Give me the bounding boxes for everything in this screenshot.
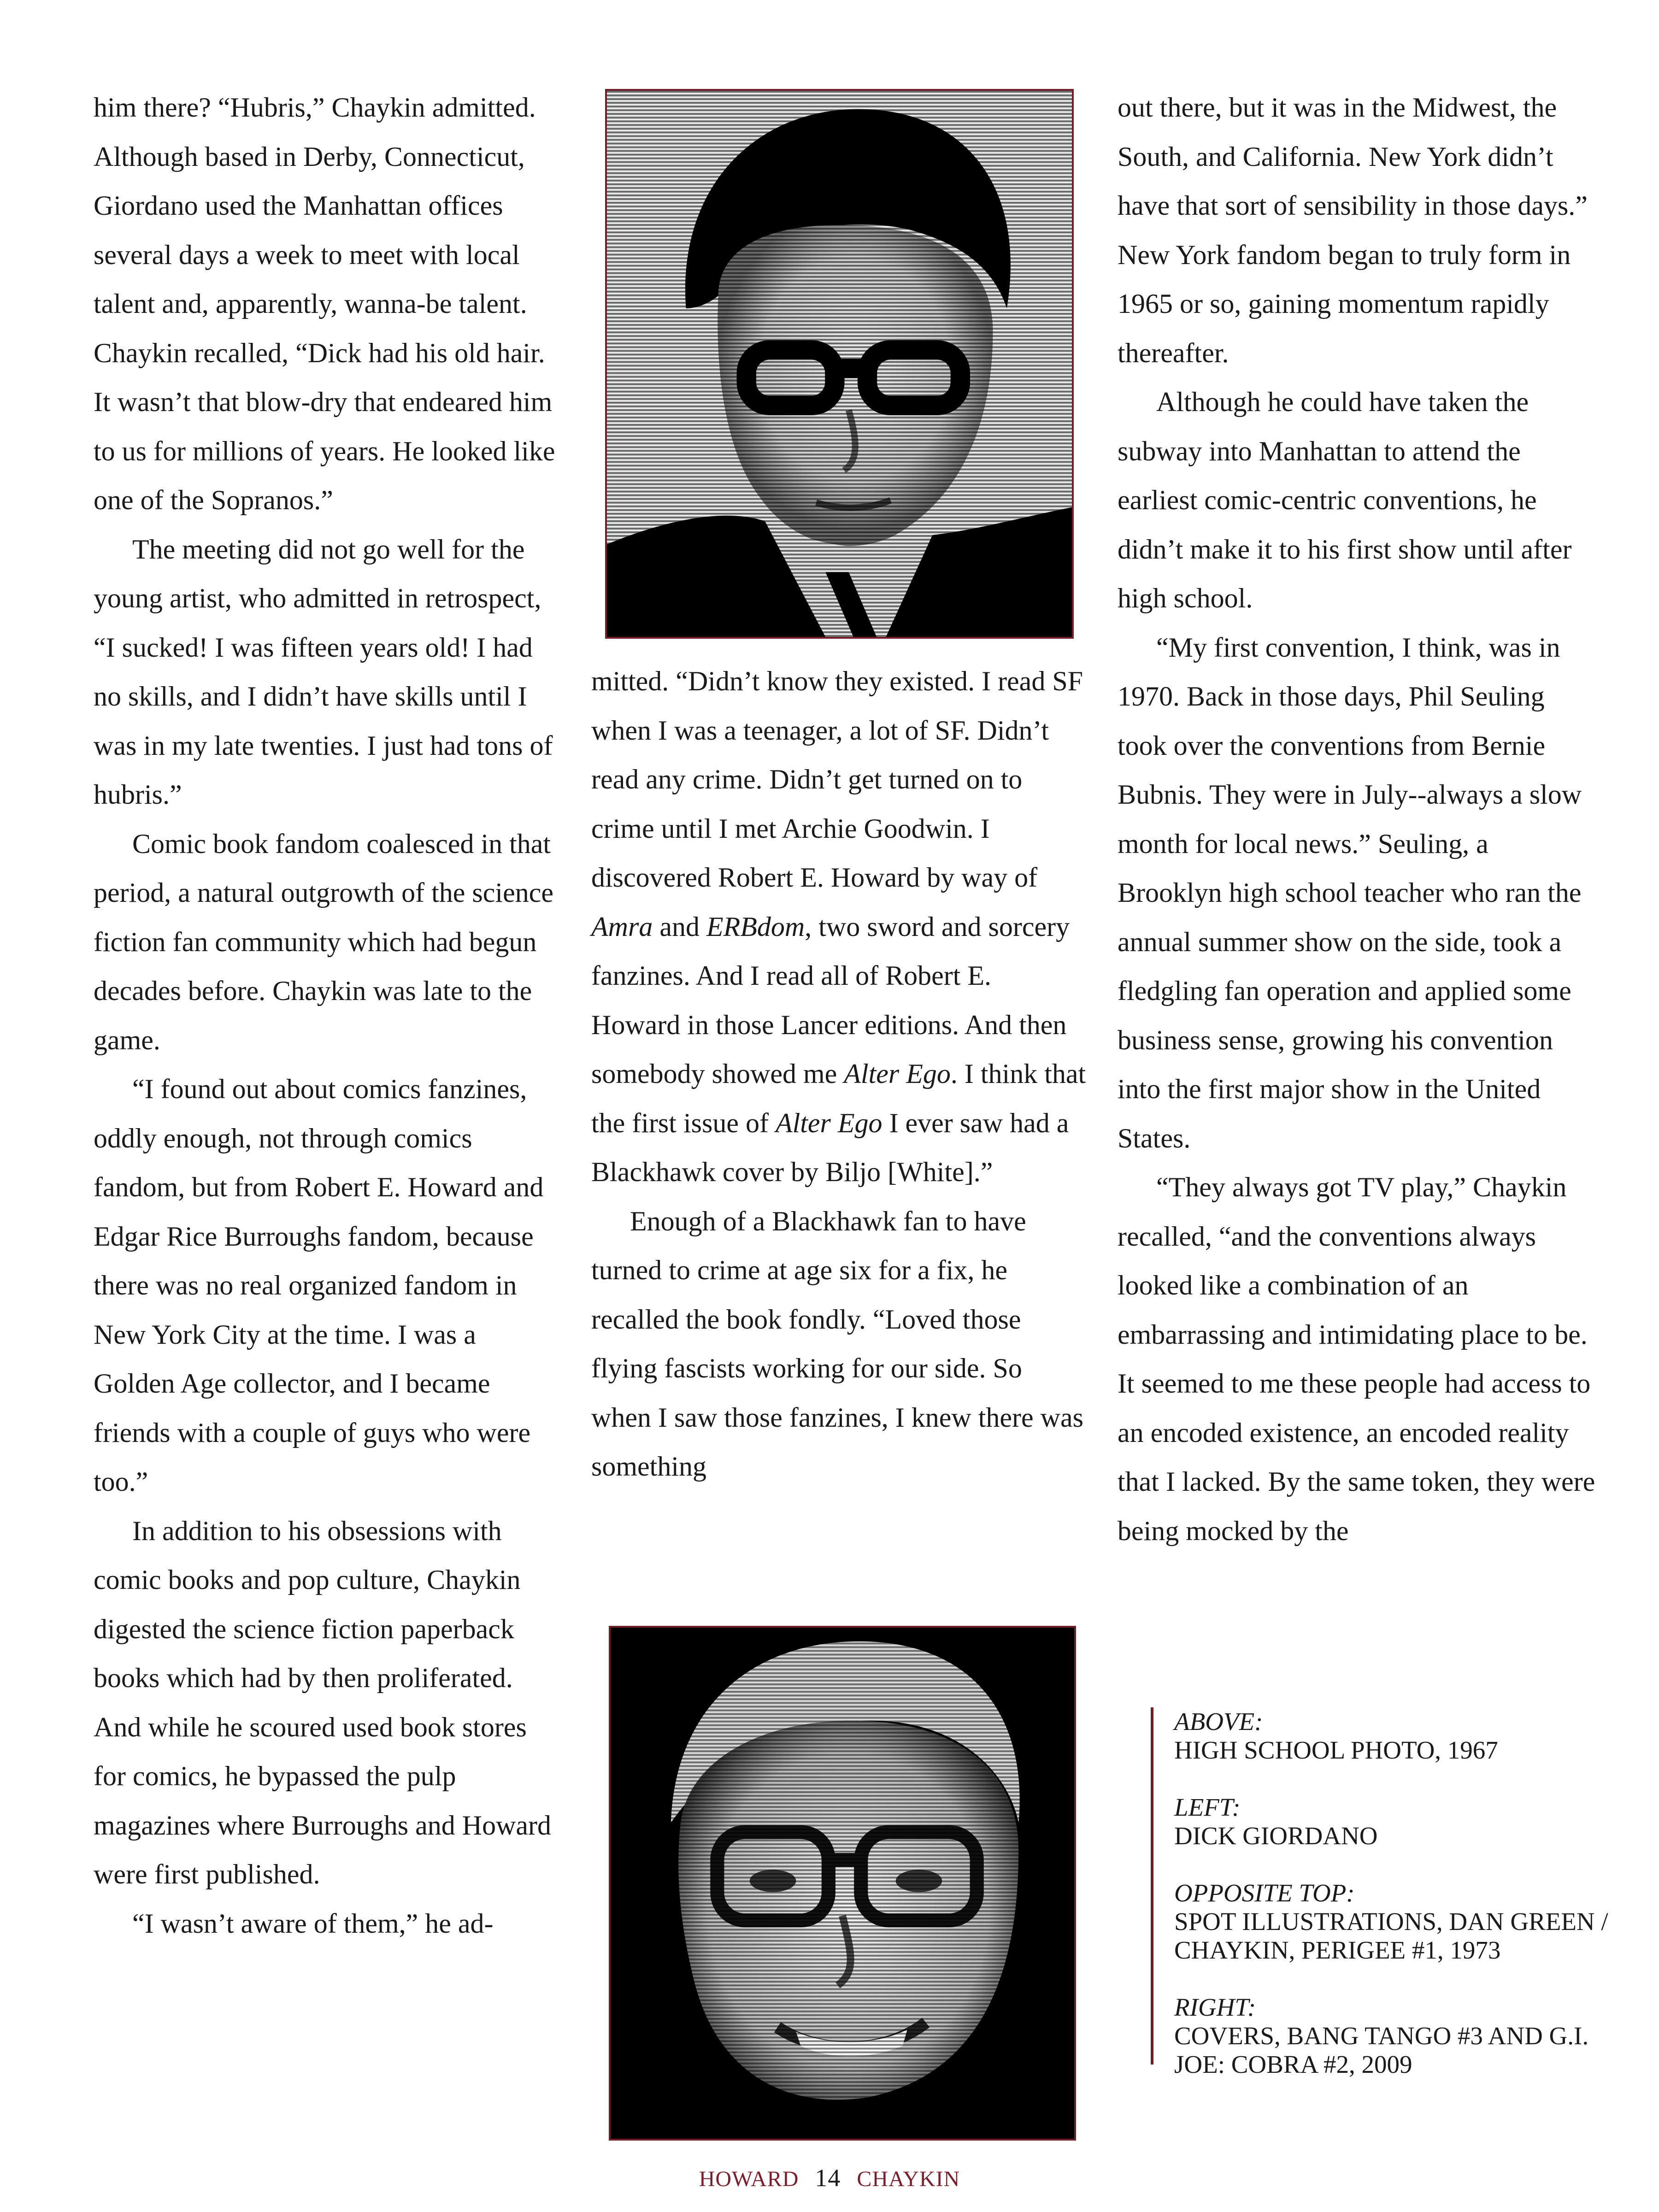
paragraph: “They always got TV play,” Chaykin recalled, “and the conventions always looked like a combination of an embarrassing and intimidating place to be. It seemed to me these people had access to an encoded existence, an encoded reality that I lacked. By the same token, they were being mocked by the: [1118, 1172, 1595, 1546]
paragraph: In addition to his obsessions with comic books and pop culture, Chaykin digested the science fiction paperback books which had by then proliferated. And while he scoured used book stores for comics, he bypassed the pulp magazines where Burroughs and Howard were first published.: [94, 1515, 552, 1889]
dick-giordano-photo: [609, 1626, 1076, 2141]
paragraph: Although he could have taken the subway into Manhattan to attend the earliest comic-centric conventions, he didn’t make it to his first show until after high school.: [1118, 387, 1572, 613]
caption-label: ABOVE:: [1174, 1707, 1263, 1735]
caption-left: [1174, 1793, 1626, 1850]
article-column-2: [591, 657, 1087, 1491]
paragraph: him there? “Hubris,” Chaykin admitted. Although based in Derby, Connecticut, Giordano used the Manhattan offices several days a week to meet with local talent and, apparently, wanna-be talent. Chaykin recalled, “Dick had his old hair. It wasn’t that blow-dry that endeared him to us for millions of years. He looked like one of the Sopranos.”: [94, 92, 555, 515]
publication-title: Alter Ego: [844, 1059, 951, 1089]
caption-above: [1174, 1707, 1626, 1765]
high-school-photo: [605, 89, 1074, 639]
paragraph: “I wasn’t aware of them,” he ad-: [132, 1908, 494, 1939]
paragraph: The meeting did not go well for the young artist, who admitted in retrospect, “I sucked! I was fifteen years old! I had no skills, and I didn’t have skills until I was in my late twenties. I just had tons of hubris.”: [94, 534, 553, 810]
portrait-older-man-image: [611, 1628, 1074, 2139]
caption-text: COVERS, BANG TANGO #3 AND G.I. JOE: COBRA #2, 2009: [1174, 2022, 1589, 2078]
caption-text: SPOT ILLUSTRATIONS, DAN GREEN / CHAYKIN, PERIGEE #1, 1973: [1174, 1907, 1608, 1964]
caption-label: RIGHT:: [1174, 1993, 1256, 2021]
paragraph: out there, but it was in the Midwest, the South, and California. New York didn’t have that sort of sensibility in those days.” New York fandom began to truly form in 1965 or so, gaining momentum rapidly thereafter.: [1118, 92, 1588, 368]
caption-label: OPPOSITE TOP:: [1174, 1879, 1355, 1907]
paragraph: “I found out about comics fanzines, oddly enough, not through comics fandom, but from Robert E. Howard and Edgar Rice Burroughs fandom, because there was no real organized fandom in New York City at the time. I was a Golden Age collector, and I became friends with a couple of guys who were too.”: [94, 1074, 544, 1497]
caption-text: HIGH SCHOOL PHOTO, 1967: [1174, 1736, 1498, 1764]
paragraph: Comic book fandom coalesced in that period, a natural outgrowth of the science fiction fan community which had begun decades before. Chaykin was late to the game.: [94, 828, 553, 1055]
page-footer: [0, 2164, 1659, 2192]
publication-title: Alter Ego: [775, 1107, 882, 1138]
portrait-young-man-image: [607, 91, 1072, 637]
paragraph: Enough of a Blackhawk fan to have turned to crime at age six for a fix, he recalled the book fondly. “Loved those flying fascists working for our side. So when I saw those fanzines, I knew there was something: [591, 1206, 1083, 1482]
article-column-3: [1118, 83, 1597, 1555]
photo-captions: [1151, 1707, 1626, 2078]
caption-text: DICK GIORDANO: [1174, 1822, 1378, 1850]
footer-last-name: CHAYKIN: [857, 2167, 960, 2191]
paragraph: mitted. “Didn’t know they existed. I read SF when I was a teenager, a lot of SF. Didn’t read any crime. Didn’t get turned on to crime until I met Archie Goodwin. I discovered Robert E. Howard by way of Amra and ERBdom, two sword and sorcery fanzines. And I read all of Robert E. Howard in those Lancer editions. And then somebody showed me Alter Ego. I think that the first issue of Alter Ego I ever saw had a Blackhawk cover by Biljo [White].”: [591, 666, 1086, 1187]
page-number: 14: [815, 2164, 841, 2192]
caption-right: [1174, 1993, 1626, 2079]
caption-label: LEFT:: [1174, 1793, 1241, 1821]
publication-title: Amra: [591, 911, 653, 942]
article-column-1: [94, 83, 559, 1948]
publication-title: ERBdom: [706, 911, 805, 942]
footer-first-name: HOWARD: [699, 2167, 799, 2191]
paragraph: “My first convention, I think, was in 1970. Back in those days, Phil Seuling took over the conventions from Bernie Bubnis. They were in July--always a slow month for local news.” Seuling, a Brooklyn high school teacher who ran the annual summer show on the side, took a fledgling fan operation and applied some business sense, growing his convention into the first major show in the United States.: [1118, 632, 1582, 1153]
caption-opposite-top: [1174, 1879, 1626, 1965]
